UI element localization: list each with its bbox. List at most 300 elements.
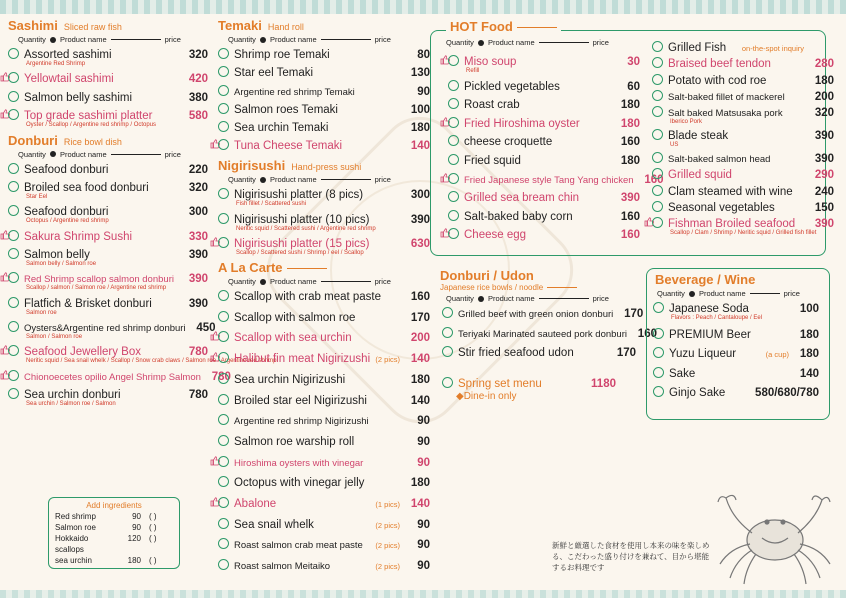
menu-item[interactable]: [448, 153, 640, 168]
item-note: Neritic squid / Sea snail whelk / Scallop / Snow crab claws / Salmon roe / Argentine red shrimp: [26, 358, 277, 365]
quantity-circle[interactable]: [448, 55, 459, 66]
menu-item[interactable]: [8, 296, 208, 311]
menu-item[interactable]: [8, 180, 208, 195]
item-price: 390: [814, 130, 834, 143]
menu-item[interactable]: [8, 90, 208, 105]
section-title: Beverage / Wine: [655, 272, 756, 287]
quantity-circle[interactable]: [8, 205, 19, 216]
menu-item[interactable]: [218, 310, 430, 325]
top-wave-border: [0, 0, 846, 14]
quantity-circle[interactable]: [653, 367, 664, 378]
crab-illustration: [712, 478, 838, 588]
quantity-circle[interactable]: [218, 435, 229, 446]
item-name: Roast salmon crab meat paste: [234, 540, 363, 552]
japanese-description: 新鮮と厳選した食材を使用し本来の味を楽しめる、こだわった盛り付けを兼ねて、目から堪能するお料理です: [552, 541, 710, 572]
menu-item[interactable]: [442, 345, 636, 360]
quantity-circle[interactable]: [442, 377, 453, 388]
quantity-circle[interactable]: [652, 201, 663, 212]
menu-item[interactable]: [218, 393, 430, 408]
item-tag: (2 pics): [375, 541, 400, 551]
quantity-circle[interactable]: [448, 154, 459, 165]
ingredient-price: 90: [132, 512, 141, 521]
quantity-circle[interactable]: [218, 331, 229, 342]
menu-item[interactable]: [8, 47, 208, 62]
item-name: Chionoecetes opilio Angel Shrimp Salmon: [24, 371, 201, 383]
quantity-circle[interactable]: [653, 302, 664, 313]
quantity-circle[interactable]: [218, 456, 229, 467]
item-name: Pickled vegetables: [464, 80, 560, 93]
item-price: 330: [188, 230, 208, 243]
menu-item[interactable]: [652, 128, 834, 143]
section-title: Nigirisushi Hand-press sushi: [218, 158, 362, 174]
temaki-section: [218, 18, 430, 153]
menu-item[interactable]: [448, 97, 640, 112]
item-name: Tuna Cheese Temaki: [234, 140, 343, 153]
ingredient-name: Hokkaido scallops: [55, 534, 89, 554]
menu-item[interactable]: [218, 496, 430, 511]
menu-item[interactable]: [218, 475, 430, 490]
menu-item[interactable]: [653, 346, 819, 361]
item-name: Sea urchin Nigirizushi: [234, 373, 346, 386]
add-ingredients-title: Add ingredients: [86, 501, 142, 510]
item-price: 160: [637, 327, 657, 340]
quantity-circle[interactable]: [652, 185, 663, 196]
quantity-circle[interactable]: [8, 321, 19, 332]
menu-item[interactable]: [218, 212, 430, 227]
menu-item[interactable]: [8, 108, 208, 123]
quantity-circle[interactable]: [8, 230, 19, 241]
menu-item[interactable]: [652, 184, 834, 199]
menu-item[interactable]: [8, 162, 208, 177]
item-tag: (2 pics): [375, 520, 400, 530]
quantity-circle[interactable]: [653, 386, 664, 397]
add-ingredient-row[interactable]: [55, 522, 173, 533]
menu-item[interactable]: [218, 47, 430, 62]
menu-item[interactable]: [218, 330, 430, 345]
quantity-circle[interactable]: [8, 109, 19, 120]
menu-item[interactable]: [218, 236, 430, 251]
item-name: Flatfich & Brisket donburi: [24, 297, 152, 310]
quantity-circle[interactable]: [8, 370, 19, 381]
menu-item[interactable]: [8, 320, 216, 335]
item-name: Salt-baked fillet of mackerel: [668, 91, 785, 103]
menu-item[interactable]: [448, 190, 640, 205]
item-price: 180: [620, 154, 640, 167]
quantity-circle[interactable]: [218, 497, 229, 508]
quantity-circle[interactable]: [8, 181, 19, 192]
column-header: Quantity Product name price: [228, 277, 391, 287]
item-price: 90: [417, 560, 430, 573]
menu-item[interactable]: [218, 351, 430, 366]
item-name: Scallop with sea urchin: [234, 332, 352, 345]
item-note: Refill: [466, 68, 480, 74]
menu-item[interactable]: [8, 71, 208, 86]
menu-item[interactable]: [653, 327, 819, 342]
menu-item[interactable]: [652, 151, 834, 166]
item-price: 450: [196, 321, 216, 334]
menu-item[interactable]: [653, 366, 819, 381]
menu-item[interactable]: [442, 326, 657, 341]
item-name: Japanese Soda: [669, 303, 749, 315]
item-price: 30: [627, 56, 640, 68]
menu-item[interactable]: [218, 372, 430, 387]
item-name: Salmon belly: [24, 249, 90, 262]
item-name: Red Shrimp scallop salmon donburi: [24, 274, 174, 286]
menu-item[interactable]: [448, 134, 640, 149]
item-name: Fishman Broiled seafood: [668, 218, 796, 231]
item-price: 90: [417, 85, 430, 98]
item-price: 200: [814, 90, 834, 103]
spring-set-menu[interactable]: [436, 376, 616, 391]
item-price: 140: [410, 140, 430, 153]
item-name: Assorted sashimi: [24, 49, 112, 61]
item-price: 580: [188, 109, 208, 122]
item-name: Sakura Shrimp Sushi: [24, 230, 133, 243]
menu-item[interactable]: [8, 247, 208, 262]
item-name: Yellowtail sashimi: [24, 73, 114, 86]
quantity-circle[interactable]: [218, 352, 229, 363]
column-header: Quantity Product name price: [657, 289, 800, 298]
quantity-circle[interactable]: [448, 98, 459, 109]
item-name: Fried Hiroshima oyster: [464, 117, 580, 130]
column-header: Quantity Product name price: [228, 35, 391, 44]
item-name: Scallop with salmon roe: [234, 311, 356, 324]
item-price: 1180: [591, 378, 616, 390]
menu-item[interactable]: [218, 455, 430, 470]
item-price: 580/680/780: [755, 387, 819, 399]
quantity-circle[interactable]: [218, 290, 229, 301]
item-note: Iberico Pork: [670, 119, 703, 126]
quantity-circle[interactable]: [442, 307, 453, 318]
quantity-circle[interactable]: [8, 345, 19, 356]
quantity-circle[interactable]: [652, 41, 663, 52]
item-name: Stir fried seafood udon: [458, 347, 574, 359]
item-price: 160: [644, 173, 664, 186]
add-ingredient-row[interactable]: [55, 533, 173, 555]
menu-item[interactable]: [218, 517, 430, 532]
section-title: A La Carte: [218, 260, 430, 275]
quantity-circle[interactable]: [218, 85, 229, 96]
menu-item[interactable]: [8, 271, 208, 286]
item-price: 180: [799, 328, 819, 341]
menu-item[interactable]: [448, 209, 640, 224]
ingredient-qty[interactable]: ( ): [149, 534, 157, 543]
item-price: 180: [410, 122, 430, 135]
item-name: Top grade sashimi platter: [24, 109, 153, 122]
quantity-circle[interactable]: [448, 80, 459, 91]
item-name: Miso soup: [464, 56, 517, 68]
quantity-circle[interactable]: [8, 297, 19, 308]
quantity-circle[interactable]: [218, 394, 229, 405]
item-name: Broiled sea food donburi: [24, 182, 149, 195]
quantity-circle[interactable]: [218, 139, 229, 150]
item-price: 390: [814, 153, 834, 166]
item-name: Halibut fin meat Nigirizushi: [234, 353, 371, 366]
item-name: Roast salmon Meitaiko: [234, 561, 331, 573]
quantity-circle[interactable]: [218, 66, 229, 77]
section-title: Donburi / Udon: [440, 268, 534, 283]
quantity-circle[interactable]: [652, 57, 663, 68]
ingredient-name: Red shrimp: [55, 512, 96, 521]
menu-item[interactable]: [8, 369, 231, 384]
menu-item[interactable]: [653, 385, 819, 400]
quantity-circle[interactable]: [653, 347, 664, 358]
item-note: Scallop / salmon / Salmon roe / Argentine red shrimp: [26, 285, 167, 292]
item-name: Salt baked Matsusaka pork: [668, 108, 783, 120]
menu-item[interactable]: [8, 344, 208, 359]
item-price: 420: [188, 73, 208, 86]
item-name: Star eel Temaki: [234, 67, 314, 80]
quantity-circle[interactable]: [652, 168, 663, 179]
quantity-circle[interactable]: [218, 311, 229, 322]
menu-item[interactable]: [448, 116, 640, 131]
quantity-circle[interactable]: [218, 518, 229, 529]
item-note: Fish fillet / Scattered sushi: [236, 201, 307, 208]
menu-item[interactable]: [218, 289, 430, 304]
section-title: Temaki Hand roll: [218, 18, 304, 33]
column-header: Quantity Product name price: [18, 35, 181, 44]
quantity-circle[interactable]: [8, 91, 19, 102]
item-price: 320: [814, 107, 834, 120]
section-title: HOT Food: [446, 19, 561, 34]
item-note: Scallop / Clam / Shrimp / Neritic squid / Grilled fish fillet: [670, 230, 817, 237]
item-name: Hiroshima oysters with vinegar: [234, 457, 364, 469]
item-price: 180: [814, 74, 834, 87]
item-name: Salt-baked baby corn: [464, 210, 573, 223]
menu-item[interactable]: [218, 413, 430, 428]
item-price: 160: [620, 136, 640, 149]
menu-item[interactable]: [448, 227, 640, 242]
quantity-circle[interactable]: [448, 135, 459, 146]
quantity-circle[interactable]: [652, 90, 663, 101]
item-price: 780: [188, 388, 208, 401]
quantity-circle[interactable]: [218, 188, 229, 199]
item-price: 320: [188, 49, 208, 61]
hot-food-section: [436, 18, 838, 258]
item-price: 100: [410, 103, 430, 116]
item-price: 80: [417, 49, 430, 61]
item-note: US: [670, 142, 679, 149]
add-ingredient-row[interactable]: [55, 555, 173, 566]
quantity-circle[interactable]: [448, 228, 459, 239]
menu-item[interactable]: [652, 40, 834, 55]
item-price: 160: [620, 210, 640, 223]
quantity-circle[interactable]: [442, 346, 453, 357]
menu-item[interactable]: [448, 54, 640, 69]
menu-item[interactable]: [218, 84, 430, 99]
item-note: Salmon belly / Salmon roe: [26, 261, 97, 268]
menu-item[interactable]: [218, 187, 430, 202]
quantity-circle[interactable]: [8, 72, 19, 83]
menu-item[interactable]: [652, 200, 834, 215]
item-price: 390: [814, 218, 834, 231]
menu-item[interactable]: [218, 65, 430, 80]
item-price: 60: [627, 80, 640, 93]
item-note: Oyster / Scallop / Argentine red shrimp / Octopus: [26, 121, 157, 128]
beverage-box: [646, 268, 830, 420]
item-note: Octopus / Argentine red shrimp: [26, 218, 109, 225]
menu-item[interactable]: [218, 434, 430, 449]
menu-item[interactable]: [652, 89, 834, 104]
item-price: 300: [410, 189, 430, 202]
item-price: 100: [799, 303, 819, 315]
add-ingredient-row[interactable]: [55, 511, 173, 522]
quantity-circle[interactable]: [218, 237, 229, 248]
sashimi-section: [8, 18, 208, 129]
quantity-circle[interactable]: [448, 191, 459, 202]
menu-item[interactable]: [652, 167, 834, 182]
column-middle: [218, 18, 430, 573]
column-header: Quantity Product name price: [228, 175, 391, 185]
menu-item[interactable]: [442, 306, 644, 321]
quantity-circle[interactable]: [218, 48, 229, 59]
nigirisushi-section: [218, 158, 430, 257]
item-price: 180: [410, 477, 430, 490]
quantity-circle[interactable]: [652, 152, 663, 163]
ingredient-name: Salmon roe: [55, 523, 96, 532]
quantity-circle[interactable]: [8, 248, 19, 259]
item-price: 180: [799, 348, 819, 360]
item-tag: (2 pics): [375, 562, 400, 572]
menu-item[interactable]: [652, 105, 834, 120]
column-header: Quantity Product name price: [446, 294, 609, 303]
quantity-circle[interactable]: [653, 328, 664, 339]
item-name: Teriyaki Marinated sauteed pork donburi: [458, 328, 627, 340]
column-header: Quantity Product name price: [18, 149, 181, 159]
item-price: 390: [188, 249, 208, 262]
item-price: 140: [410, 497, 430, 510]
bottom-wave-border: [0, 590, 846, 598]
item-note: Scallop / Scattered sushi / Shrimp / eel / Scallop: [236, 250, 364, 257]
item-name: Argentine red shrimp Nigirizushi: [234, 416, 369, 428]
menu-item[interactable]: [653, 301, 819, 316]
item-name: Spring set menu: [458, 378, 542, 390]
item-price: 390: [620, 192, 640, 205]
item-price: 220: [188, 163, 208, 176]
item-tag: (2 pics): [375, 355, 400, 365]
quantity-circle[interactable]: [218, 121, 229, 132]
quantity-circle[interactable]: [652, 106, 663, 117]
menu-item[interactable]: [8, 229, 208, 244]
item-price: 780: [188, 346, 208, 359]
item-name: Sea urchin Temaki: [234, 122, 329, 135]
a-la-carte-section: [218, 260, 430, 573]
menu-item[interactable]: [652, 73, 834, 88]
item-price: 380: [188, 91, 208, 104]
item-price: 150: [814, 202, 834, 215]
quantity-circle[interactable]: [218, 559, 229, 570]
item-price: 320: [188, 182, 208, 195]
quantity-circle[interactable]: [652, 217, 663, 228]
item-note: Salmon / Salmon roe: [26, 333, 83, 340]
ingredient-qty[interactable]: ( ): [149, 556, 157, 565]
quantity-circle[interactable]: [218, 373, 229, 384]
item-name: Seasonal vegetables: [668, 202, 775, 215]
item-price: 290: [814, 169, 834, 182]
menu-item[interactable]: [448, 172, 664, 187]
item-name: Grilled beef with green onion donburi: [458, 309, 614, 320]
ingredient-qty[interactable]: ( ): [149, 523, 157, 532]
menu-item[interactable]: [218, 120, 430, 135]
menu-item[interactable]: [652, 216, 834, 231]
quantity-circle[interactable]: [8, 388, 19, 399]
item-name: Clam steamed with wine: [668, 185, 793, 198]
item-price: 630: [410, 238, 430, 251]
item-name: Oysters&Argentine red shrimp donburi: [24, 322, 186, 334]
item-price: 130: [410, 67, 430, 80]
item-name: Potato with cod roe: [668, 74, 767, 87]
item-name: Octopus with vinegar jelly: [234, 477, 365, 490]
quantity-circle[interactable]: [448, 173, 459, 184]
item-name: Braised beef tendon: [668, 58, 771, 71]
item-price: 180: [410, 373, 430, 386]
menu-item[interactable]: [218, 558, 430, 573]
ingredient-qty[interactable]: ( ): [149, 512, 157, 521]
dine-in-note: ◆ Dine-in only: [456, 391, 636, 402]
quantity-circle[interactable]: [8, 163, 19, 174]
item-price: 140: [410, 353, 430, 366]
quantity-circle[interactable]: [8, 48, 19, 59]
item-name: Broiled star eel Nigirizushi: [234, 394, 367, 407]
item-price: 140: [799, 367, 819, 380]
item-note: Sea urchin / Salmon roe / Salmon: [26, 400, 116, 407]
ingredient-price: 120: [127, 534, 141, 543]
item-name: Sea snail whelk: [234, 518, 314, 531]
item-name: Salt-baked salmon head: [668, 154, 771, 166]
quantity-circle[interactable]: [218, 103, 229, 114]
menu-item[interactable]: [8, 204, 208, 219]
item-name: Salmon roes Temaki: [234, 103, 338, 116]
quantity-circle[interactable]: [218, 213, 229, 224]
menu-item[interactable]: [8, 387, 208, 402]
donburi-udon-section: [436, 268, 657, 402]
menu-item[interactable]: [652, 56, 834, 71]
item-name: Sea urchin donburi: [24, 388, 121, 401]
quantity-circle[interactable]: [448, 117, 459, 128]
menu-item[interactable]: [218, 537, 430, 552]
quantity-circle[interactable]: [448, 210, 459, 221]
item-price: 180: [620, 99, 640, 112]
quantity-circle[interactable]: [218, 414, 229, 425]
item-price: 90: [417, 539, 430, 552]
menu-item[interactable]: [448, 79, 640, 94]
quantity-circle[interactable]: [652, 129, 663, 140]
item-note: Salmon roe: [26, 309, 57, 316]
item-price: 390: [188, 273, 208, 286]
item-name: Cheese egg: [464, 229, 527, 242]
item-tag: on-the-spot inquiry: [741, 44, 804, 53]
menu-item[interactable]: [218, 102, 430, 117]
item-name: Argentine red shrimp Temaki: [234, 86, 355, 98]
item-price: 170: [624, 308, 644, 320]
quantity-circle[interactable]: [218, 476, 229, 487]
item-price: 140: [410, 394, 430, 407]
item-tag: (a cup): [765, 350, 789, 359]
item-name: Blade steak: [668, 130, 729, 143]
quantity-circle[interactable]: [442, 327, 453, 338]
item-price: 240: [814, 185, 834, 198]
item-name: Nigirisushi platter (15 pics): [234, 238, 370, 251]
item-price: 280: [814, 58, 834, 71]
item-name: Nigirisushi platter (10 pics): [234, 213, 370, 226]
quantity-circle[interactable]: [652, 74, 663, 85]
quantity-circle[interactable]: [8, 272, 19, 283]
quantity-circle[interactable]: [218, 538, 229, 549]
menu-item[interactable]: [218, 138, 430, 153]
item-tag: (1 pics): [375, 499, 400, 509]
item-name: Grilled sea bream chin: [464, 192, 580, 205]
item-name: Seafood donburi: [24, 206, 109, 219]
